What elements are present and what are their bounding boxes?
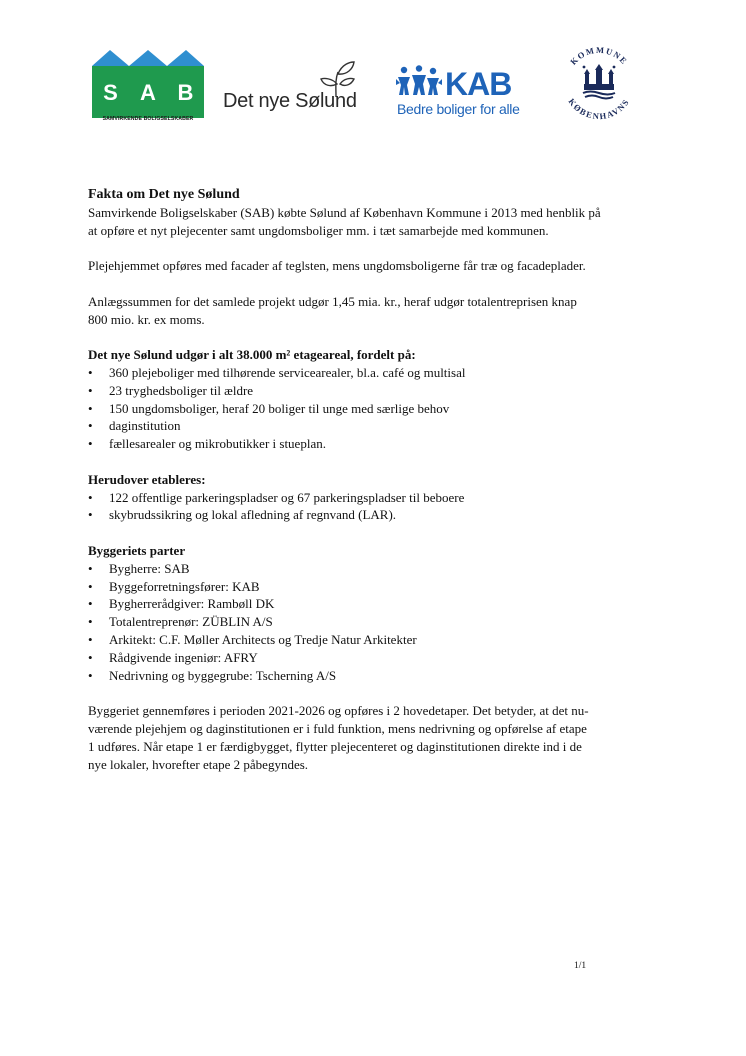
sab-letter-s: S <box>103 80 118 105</box>
section-heading-additional: Herudover etableres: <box>88 471 206 487</box>
paragraph-budget-line: Anlægssummen for det samlede projekt udgør 1,45 mia. kr., heraf udgør totalentreprisen knap <box>88 293 577 309</box>
additional-list <box>88 489 668 525</box>
sab-logo <box>92 50 204 126</box>
list-item: • Bygherrerådgiver: Rambøll DK <box>88 595 668 613</box>
list-item: • 23 tryghedsboliger til ældre <box>88 382 668 400</box>
list-item: • 360 plejeboliger med tilhørende servicearealer, bl.a. café og multisal <box>88 364 668 382</box>
sab-subtitle: SAMVIRKENDE BOLIGSELSKABER <box>102 116 194 122</box>
kab-tagline: Bedre boliger for alle <box>397 101 520 117</box>
closing-line: nye lokaler, hvorefter etape 2 påbegyndes. <box>88 756 309 772</box>
page-number: 1/1 <box>574 961 587 971</box>
svg-text:KOMMUNE <box>568 45 630 67</box>
list-item: • Arkitekt: C.F. Møller Architects og Tredje Natur Arkitekter <box>88 631 668 649</box>
solund-logo-text: Det nye Sølund <box>223 90 357 112</box>
logo-bar <box>0 40 746 140</box>
list-item: • 122 offentlige parkeringspladser og 67 parkeringspladser til beboere <box>88 489 668 507</box>
area-list <box>88 364 668 453</box>
section-heading-parties: Byggeriets parter <box>88 542 186 558</box>
closing-line: værende plejehjem og daginstitutionen er i fuld funktion, mens nedrivning og opførelse af etape <box>88 720 587 736</box>
document-title: Fakta om Det nye Sølund <box>88 187 240 202</box>
list-item: • fællesarealer og mikrobutikker i stueplan. <box>88 435 668 453</box>
section-heading-area: Det nye Sølund udgør i alt 38.000 m² etageareal, fordelt på: <box>88 347 416 363</box>
list-item: • skybrudssikring og lokal afledning af regnvand (LAR). <box>88 506 668 524</box>
intro-line: at opføre et nyt plejecenter samt ungdomsboliger mm. i tæt samarbejde med kommunen. <box>88 222 549 238</box>
list-item: • Byggeforretningsfører: KAB <box>88 578 668 596</box>
seal-text-bottom: KØBENHAVNS <box>566 96 632 122</box>
list-item: • Totalentreprenør: ZÜBLIN A/S <box>88 613 668 631</box>
list-item: • daginstitution <box>88 417 668 435</box>
seal-text-top: KOMMUNE <box>568 44 630 67</box>
paragraph-budget-line: 800 mio. kr. ex moms. <box>88 311 205 327</box>
document-body <box>88 186 668 773</box>
sab-letter-b: B <box>177 80 194 105</box>
closing-line: 1 udføres. Når etape 1 er færdigbygget, flytter plejecenteret og daginstitutionen direkte ind i de <box>88 738 582 754</box>
list-item: • 150 ungdomsboliger, heraf 20 boliger til unge med særlige behov <box>88 400 668 418</box>
closing-line: Byggeriet gennemføres i perioden 2021-2026 og opføres i 2 hovedetaper. Det betyder, at det nu- <box>88 703 589 719</box>
svg-text:KØBENHAVNS <box>567 96 632 121</box>
sab-letter-a: A <box>140 80 156 105</box>
list-item: • Rådgivende ingeniør: AFRY <box>88 649 668 667</box>
list-item: • Bygherre: SAB <box>88 560 668 578</box>
kab-wordmark: KAB <box>445 66 512 102</box>
kobenhavns-kommune-seal <box>554 40 644 130</box>
list-item: • Nedrivning og byggegrube: Tscherning A/S <box>88 667 668 685</box>
parties-list <box>88 560 668 685</box>
paragraph-facades: Plejehjemmet opføres med facader af teglsten, mens ungdomsboligerne får træ og facadeplader. <box>88 258 586 274</box>
intro-line: Samvirkende Boligselskaber (SAB) købte Sølund af København Kommune i 2013 med henblik på <box>88 204 601 220</box>
